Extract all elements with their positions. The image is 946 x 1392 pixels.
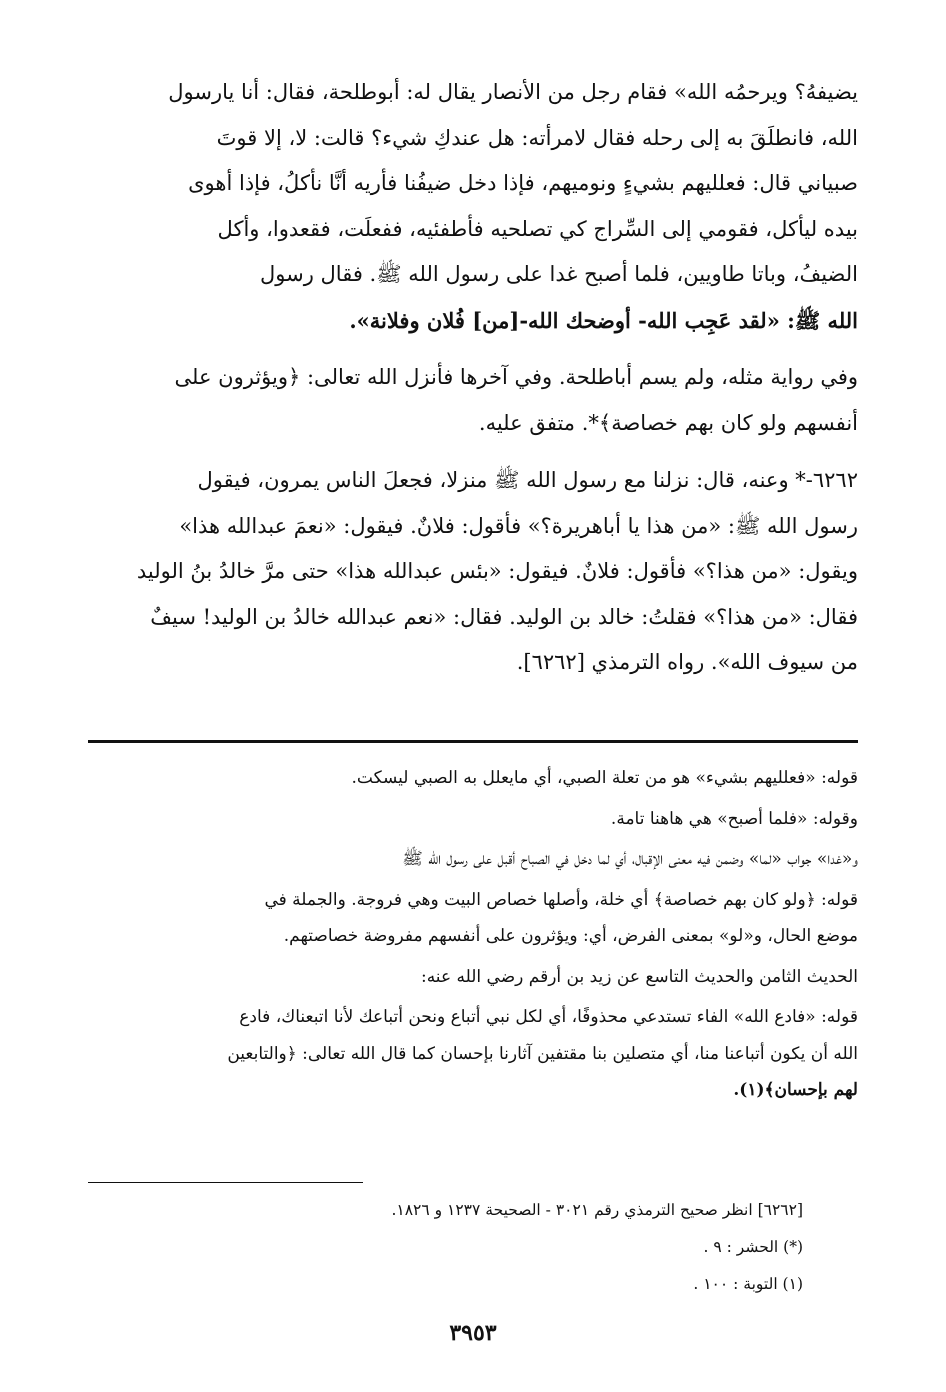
- footnote: [٦٢٦٢] انظر صحيح الترمذي رقم ٣٠٢١ - الصحيحة ١٢٣٧ و ١٨٢٦.: [391, 1201, 803, 1219]
- text-line: يضيفهُ؟ ويرحمُه الله» فقام رجل من الأنصار يقال له: أبوطلحة، فقال: أنا يارسول: [168, 80, 858, 104]
- text-line: قوله: «فعلليهم بشيء» هو من تعلة الصبي، أي مايعلل به الصبي ليسكت.: [351, 768, 858, 788]
- footnote: (١) التوبة : ١٠٠ .: [693, 1275, 803, 1293]
- text-line: قوله: «فادع الله» الفاء تستدعي محذوفًا، أي لكل نبي أتباع ونحن أتباعك لأنا اتبعناك، فادع: [239, 1007, 858, 1027]
- text-line: أنفسهم ولو كان بهم خصاصة﴾*. متفق عليه.: [478, 410, 858, 435]
- text-line: صبياني قال: فعلليهم بشيءٍ ونوميهم، فإذا دخل ضيفُنا فأريه أنَّا نأكلُ، فإذا أهوى: [188, 171, 858, 195]
- text-line: بيده ليأكل، فقومي إلى السِّراج كي تصلحيه فأطفئيه، ففعلَت، فقعدوا، وأكل: [217, 216, 858, 241]
- text-line: وفي رواية مثله، ولم يسم أباطلحة. وفي آخرها فأنزل الله تعالى: ﴿ويؤثرون على: [174, 365, 858, 389]
- text-line: الحديث الثامن والحديث التاسع عن زيد بن أرقم رضي الله عنه:: [420, 966, 858, 987]
- commentary-paragraph: [88, 999, 858, 1109]
- text-line: الله أن يكون أتباعنا منا، أي متصلين بنا مقتفين آثارنا بإحسان كما قال الله تعالى: ﴿والتابعين: [227, 1043, 858, 1064]
- commentary-paragraph: [88, 959, 858, 996]
- text-line: الضيفُ، وباتا طاويين، فلما أصبح غدا على رسول الله ﷺ. فقال رسول: [260, 262, 858, 286]
- footnote-divider: [88, 1182, 363, 1183]
- footnotes: [88, 1192, 858, 1303]
- hadith-paragraph-1: [88, 70, 858, 343]
- page-number: ٣٩٥٣: [449, 1320, 497, 1346]
- text-line: ويقول: «من هذا؟» فأقول: فلانٌ. فيقول: «بئس عبدالله هذا» حتى مرَّ خالدُ بنُ الوليد: [136, 559, 858, 583]
- hadith-paragraph-2: [88, 355, 858, 446]
- text-line: فقال: «من هذا؟» فقلتُ: خالد بن الوليد. فقال: «نعم عبدالله خالدُ بن الوليد! سيفٌ: [150, 604, 858, 629]
- section-divider: [88, 740, 858, 743]
- text-line: و«غدا» جواب «لما» وضمن فيه معنى الإقبال، أي لما دخل في الصباح أقبل على رسول الله ﷺ: [402, 849, 858, 869]
- commentary-paragraph: [88, 760, 858, 797]
- commentary-paragraph: [88, 801, 858, 838]
- hadith-paragraph-3: [88, 458, 858, 686]
- text-line: وقوله: «فلما أصبح» هي هاهنا تامة.: [610, 808, 858, 829]
- book-page: [88, 70, 858, 1346]
- commentary-section: [88, 760, 858, 1113]
- commentary-paragraph: [88, 882, 858, 955]
- text-line: الله ﷺ: «لقد عَجِب الله- أوضحك الله-[من] فُلان وفلانة».: [349, 307, 858, 333]
- main-text: [88, 70, 858, 686]
- text-line: موضع الحال، و«لو» بمعنى الفرض، أي: ويؤثرون على أنفسهم مفروضة خصاصتهم.: [283, 926, 858, 946]
- text-line: رسول الله ﷺ: «من هذا يا أباهريرة؟» فأقول: فلانٌ. فيقول: «نعمَ عبدالله هذا»: [179, 513, 858, 538]
- text-line: من سيوف الله». رواه الترمذي [٦٢٦٢].: [516, 650, 858, 674]
- footnote: (*) الحشر : ٩ .: [703, 1238, 803, 1256]
- text-line: الله، فانطلَقَ به إلى رحله فقال لامرأته: هل عندكِ شيء؟ قالت: لا، إلا قوتَ: [216, 125, 858, 150]
- text-line: لهم بإحسان﴾(١).: [733, 1080, 858, 1100]
- text-line: قوله: ﴿ولو كان بهم خصاصة﴾ أي خلة، وأصلها خصاص البيت وهي فروجة. والجملة في: [264, 889, 858, 910]
- text-line: ٦٢٦٢-* وعنه، قال: نزلنا مع رسول الله ﷺ منزلا، فجعلَ الناس يمرون، فيقول: [197, 468, 858, 492]
- commentary-paragraph: [88, 841, 858, 878]
